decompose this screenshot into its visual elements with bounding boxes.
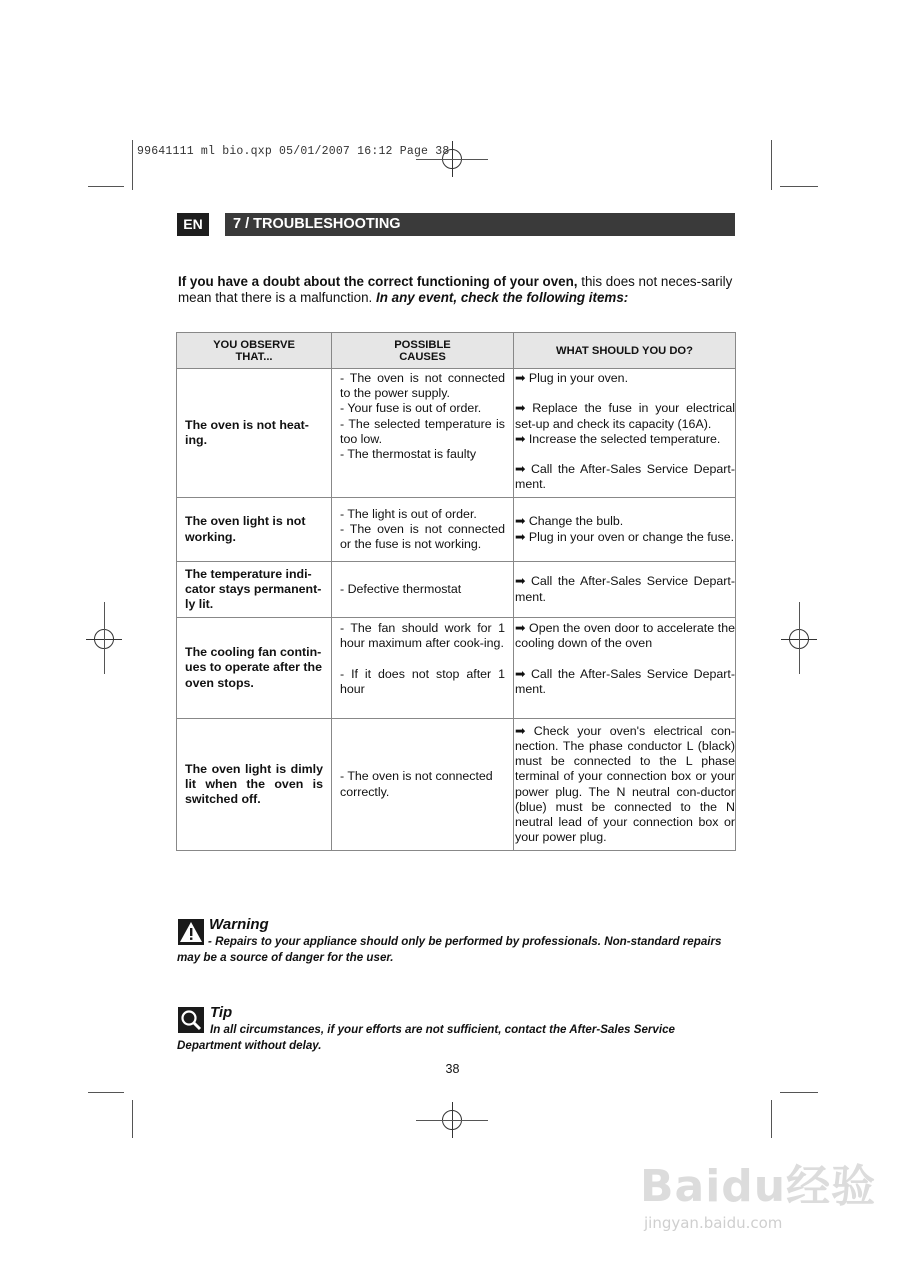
action-item: ➡ Change the bulb. bbox=[515, 514, 624, 529]
action-item: ➡ Plug in your oven. bbox=[515, 371, 629, 385]
table-row bbox=[177, 562, 736, 618]
section-title: 7 / TROUBLESHOOTING bbox=[225, 213, 735, 236]
language-badge: EN bbox=[177, 213, 209, 236]
cause-item: - If it does not stop after 1 hour bbox=[340, 666, 505, 696]
actions-cell bbox=[514, 369, 736, 498]
table-row bbox=[177, 498, 736, 562]
table-row bbox=[177, 369, 736, 498]
cause-item: - The fan should work for 1 hour maximum after cook-ing. bbox=[340, 621, 505, 651]
cause-item: - The oven is not connected to the power supply. bbox=[340, 371, 505, 401]
tip-text-content: In all circumstances, if your efforts are not sufficient, contact the After-Sales Service Department without delay. bbox=[177, 1023, 675, 1052]
intro-bold: If you have a doubt about the correct functioning of your oven, bbox=[178, 274, 578, 289]
table-row bbox=[177, 618, 736, 719]
crop-mark bbox=[780, 186, 818, 187]
crop-mark bbox=[780, 1092, 818, 1093]
crop-mark bbox=[88, 1092, 124, 1093]
observe-cell: The cooling fan contin-ues to operate after the oven stops. bbox=[177, 618, 332, 719]
crop-mark bbox=[416, 159, 488, 160]
action-item: ➡ Replace the fuse in your electrical set-up and check its capacity (16A). bbox=[515, 401, 735, 431]
action-item: ➡ Call the After-Sales Service Depart-ment. bbox=[515, 462, 735, 492]
crop-mark bbox=[799, 602, 800, 674]
cause-item: - The light is out of order. bbox=[340, 506, 477, 521]
header-observe: YOU OBSERVE THAT... bbox=[177, 333, 332, 369]
observe-cell: The oven is not heat-ing. bbox=[177, 369, 332, 498]
watermark-brand: Baidu经验 bbox=[640, 1161, 877, 1212]
cause-item: - The selected temperature is too low. bbox=[340, 416, 505, 446]
actions-cell bbox=[514, 719, 736, 851]
header-causes: POSSIBLE CAUSES bbox=[332, 333, 514, 369]
crop-mark bbox=[771, 1100, 772, 1138]
cause-item: - Defective thermostat bbox=[340, 581, 462, 596]
crop-mark bbox=[416, 1120, 488, 1121]
cause-item: - The thermostat is faulty bbox=[340, 447, 477, 462]
actions-cell bbox=[514, 618, 736, 719]
observe-cell: The oven light is not working. bbox=[177, 498, 332, 562]
cause-item: - The oven is not connected correctly. bbox=[340, 769, 493, 799]
print-slug: 99641111 ml bio.qxp 05/01/2007 16:12 Page 38 bbox=[137, 145, 450, 158]
page-number: 38 bbox=[445, 1062, 460, 1076]
crop-mark bbox=[104, 602, 105, 674]
action-item: ➡ Open the oven door to accelerate the cooling down of the oven bbox=[515, 621, 735, 651]
watermark-url: jingyan.baidu.com bbox=[644, 1214, 783, 1232]
warning-text-content: - Repairs to your appliance should only be performed by professionals. Non-standard repairs may be a source of danger for the user. bbox=[177, 935, 722, 964]
actions-cell bbox=[514, 562, 736, 618]
cause-item: - Your fuse is out of order. bbox=[340, 401, 482, 416]
cause-item: - The oven is not connected or the fuse is not working. bbox=[340, 521, 505, 552]
action-item: ➡ Increase the selected temperature. bbox=[515, 431, 721, 446]
tip-title: Tip bbox=[210, 1004, 233, 1021]
tip-text bbox=[177, 1022, 737, 1053]
actions-cell bbox=[514, 498, 736, 562]
causes-cell bbox=[332, 618, 514, 719]
intro-bold-italic: In any event, check the following items: bbox=[372, 290, 629, 305]
causes-cell bbox=[332, 562, 514, 618]
table-row bbox=[177, 719, 736, 851]
intro-paragraph bbox=[178, 274, 738, 306]
causes-cell bbox=[332, 719, 514, 851]
crop-mark bbox=[132, 1100, 133, 1138]
warning-title: Warning bbox=[209, 916, 269, 933]
header-action: WHAT SHOULD YOU DO? bbox=[514, 333, 736, 369]
action-item: ➡ Call the After-Sales Service Depart-ment. bbox=[515, 574, 735, 604]
causes-cell bbox=[332, 498, 514, 562]
action-item: ➡ Call the After-Sales Service Depart-ment. bbox=[515, 666, 735, 696]
intro-normal: this does not neces-sarily mean that there is a malfunction. bbox=[178, 274, 733, 305]
table-header-row bbox=[177, 333, 736, 369]
causes-cell bbox=[332, 369, 514, 498]
observe-cell: The oven light is dimly lit when the oven is switched off. bbox=[177, 719, 332, 851]
crop-mark bbox=[771, 140, 772, 190]
observe-cell: The temperature indi-cator stays permanent-ly lit. bbox=[177, 562, 332, 618]
troubleshooting-table bbox=[176, 332, 736, 851]
crop-mark bbox=[132, 140, 133, 190]
watermark bbox=[640, 1150, 876, 1232]
warning-text bbox=[177, 934, 737, 965]
crop-mark bbox=[88, 186, 124, 187]
action-item: ➡ Check your oven's electrical con-nection. The phase conductor L (black) must be connected to the L phase terminal of your connection box or your power plug. The N neutral con-ductor (blue) must be connected to the N neutral lead of your connection box or your power plug. bbox=[515, 723, 735, 845]
action-item: ➡ Plug in your oven or change the fuse. bbox=[515, 529, 735, 544]
